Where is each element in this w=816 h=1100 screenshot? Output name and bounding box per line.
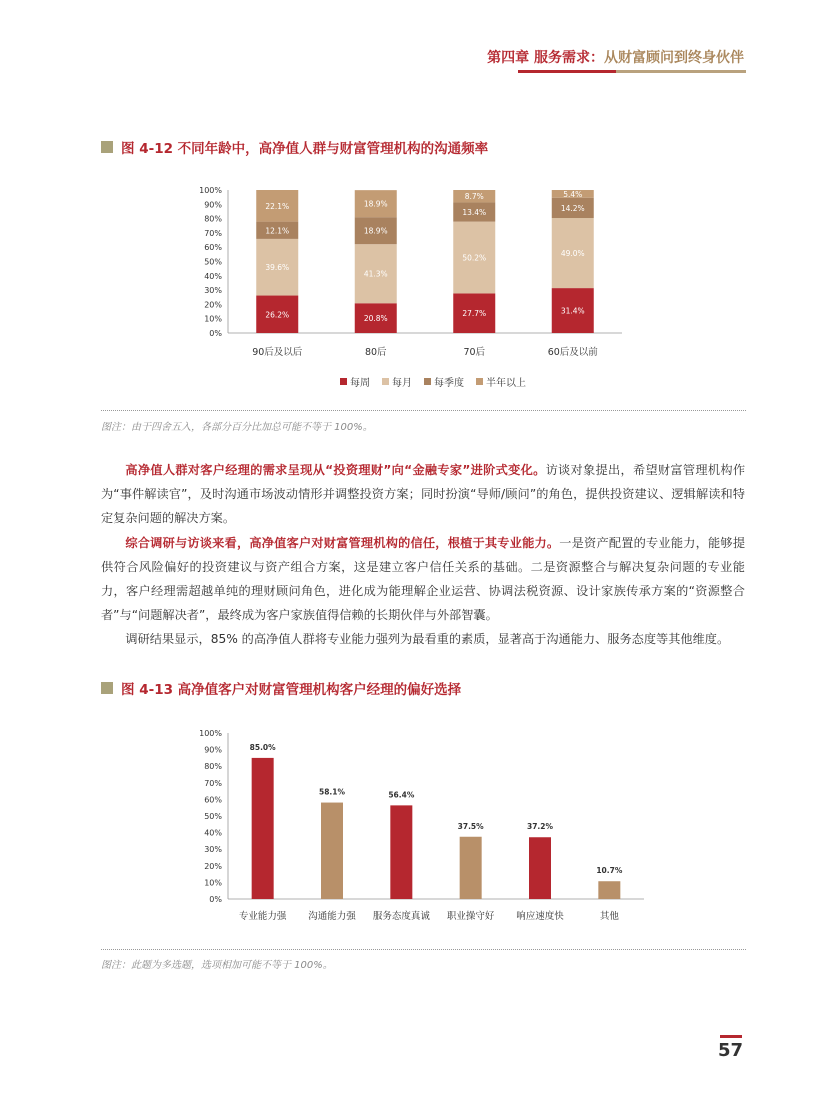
chart2-category-label: 其他 bbox=[599, 911, 619, 922]
chart2-ytick-label: 60% bbox=[204, 795, 222, 805]
chart1-data-label: 41.3% bbox=[363, 269, 388, 279]
chart1-ytick-label: 0% bbox=[209, 329, 222, 338]
chart1-category-label: 60后及以前 bbox=[547, 347, 598, 358]
chart2-ytick-label: 20% bbox=[204, 861, 222, 871]
figure2-divider bbox=[101, 949, 746, 950]
chart2-ytick-label: 70% bbox=[204, 778, 222, 788]
figure1-note: 图注：由于四舍五入，各部分百分比加总可能不等于 100%。 bbox=[101, 422, 373, 433]
chart1-data-label: 26.2% bbox=[265, 310, 290, 320]
chart1-ytick-label: 90% bbox=[204, 200, 222, 210]
chart1-data-label: 14.2% bbox=[560, 203, 585, 213]
paragraph-1 bbox=[101, 458, 745, 531]
chart1-data-label: 31.4% bbox=[560, 306, 585, 316]
chart2-data-label: 85.0% bbox=[249, 742, 276, 752]
paragraph-2 bbox=[101, 531, 745, 628]
chart2-bar bbox=[390, 805, 412, 899]
page-number: 57 bbox=[718, 1040, 744, 1061]
chart1-legend-label: 每季度 bbox=[434, 378, 464, 389]
chart2-category-label: 沟通能力强 bbox=[308, 911, 356, 922]
figure2-note: 图注：此题为多选题，选项相加可能不等于 100%。 bbox=[101, 960, 333, 971]
chart2-ytick-label: 100% bbox=[199, 729, 222, 738]
chart2-data-label: 58.1% bbox=[318, 787, 346, 797]
chart1-legend-label: 半年以上 bbox=[486, 378, 526, 389]
body-text bbox=[101, 458, 745, 652]
chart2-ytick-label: 90% bbox=[204, 745, 222, 755]
chart2-bar bbox=[460, 837, 482, 899]
chart1-data-label: 50.2% bbox=[462, 253, 487, 263]
chart1-legend-swatch bbox=[382, 378, 389, 385]
chart2-ytick-label: 0% bbox=[209, 895, 222, 904]
chart1-ytick-label: 30% bbox=[204, 286, 222, 296]
chart1-legend-swatch bbox=[340, 378, 347, 385]
chart1-category-label: 80后 bbox=[364, 347, 387, 358]
chart2-bar bbox=[529, 837, 551, 899]
chart1-ytick-label: 80% bbox=[204, 214, 222, 224]
chart1-ytick-label: 50% bbox=[204, 257, 222, 267]
chart2-ytick-label: 10% bbox=[204, 878, 222, 888]
chart1-legend-label: 每周 bbox=[350, 378, 370, 389]
chart1-legend-item bbox=[424, 374, 464, 389]
chart1-ytick-label: 100% bbox=[199, 186, 222, 195]
chart1-legend-item bbox=[476, 374, 526, 389]
chart1-data-label: 49.0% bbox=[560, 249, 585, 259]
paragraph-1-emphasis: 高净值人群对客户经理的需求呈现从“投资理财”向“金融专家”进阶式变化。 bbox=[125, 463, 546, 477]
chart2-data-label: 37.2% bbox=[526, 822, 554, 832]
chart1-data-label: 39.6% bbox=[265, 263, 290, 273]
chart2-category-label: 职业操守好 bbox=[446, 911, 495, 922]
chapter-label: 第四章 服务需求： bbox=[487, 50, 604, 66]
chart1-data-label: 18.9% bbox=[363, 199, 388, 209]
chart1-data-label: 12.1% bbox=[265, 226, 290, 236]
chart1-ytick-label: 70% bbox=[204, 228, 222, 238]
figure1-title-text: 图 4-12 不同年龄中，高净值人群与财富管理机构的沟通频率 bbox=[121, 141, 489, 157]
chart2-bar bbox=[598, 881, 620, 899]
paragraph-2-rest: 一是资产配置的专业能力，能够提供符合风险偏好的投资建议与资产组合方案，这是建立客户信任关系的基础。二是资源整合与解决复杂问题的专业能力，客户经理需超越单纯的理财顾问角色，进化成为能理解企业运营、协调法税资源、设计家族传承方案的“资源整合者”与“问题解决者”，最终成为客户家族值得信赖的长期伙伴与外部智囊。 bbox=[101, 535, 746, 623]
chapter-subtitle: 从财富顾问到终身伙伴 bbox=[604, 50, 744, 66]
chart2-data-label: 56.4% bbox=[388, 790, 415, 800]
chart1-legend-label: 每月 bbox=[392, 378, 412, 389]
chart1-data-label: 5.4% bbox=[563, 189, 583, 199]
chart2-category-label: 服务态度真诚 bbox=[372, 911, 430, 922]
chart1-category-label: 70后 bbox=[463, 347, 486, 358]
chart2-category-label: 响应速度快 bbox=[516, 911, 564, 922]
chart1-legend-item bbox=[382, 374, 412, 389]
chart2-ytick-label: 30% bbox=[204, 845, 222, 855]
figure2-title bbox=[101, 678, 461, 698]
chart1-data-label: 27.7% bbox=[462, 309, 487, 319]
paragraph-2-emphasis: 综合调研与访谈来看，高净值客户对财富管理机构的信任，根植于其专业能力。 bbox=[125, 535, 560, 550]
paragraph-1-rest: 访谈对象提出，希望财富管理机构作为“事件解读官”，及时沟通市场波动情形并调整投资方案；同时扮演“导师/顾问”的角色，提供投资建议、逻辑解读和特定复杂问题的解决方案。 bbox=[101, 463, 746, 526]
figure1-divider bbox=[101, 410, 746, 411]
chart1-ytick-label: 20% bbox=[204, 300, 222, 310]
chart1-data-label: 8.7% bbox=[464, 192, 484, 202]
chart1-data-label: 13.4% bbox=[462, 208, 487, 218]
chart1-data-label: 22.1% bbox=[265, 201, 290, 211]
chart1-ytick-label: 40% bbox=[204, 271, 222, 281]
paragraph-3: 调研结果显示，85% 的高净值人群将专业能力强列为最看重的素质，显著高于沟通能力、服务态度等其他维度。 bbox=[125, 632, 730, 647]
chart1-legend-swatch bbox=[424, 378, 431, 385]
chart2-category-label: 专业能力强 bbox=[238, 911, 287, 922]
chart2-data-label: 37.5% bbox=[457, 821, 484, 831]
chart1-category-label: 90后及以后 bbox=[252, 347, 303, 358]
chart2-data-label: 10.7% bbox=[596, 866, 623, 876]
chart2-ytick-label: 40% bbox=[204, 828, 222, 838]
chart1-ytick-label: 10% bbox=[204, 314, 222, 324]
chart2-bar bbox=[321, 803, 343, 899]
chart1-legend-swatch bbox=[476, 378, 483, 385]
chart1-legend-item bbox=[340, 374, 370, 389]
chart2-bar bbox=[252, 758, 274, 899]
figure1-legend bbox=[340, 374, 526, 389]
figure2-title-marker bbox=[101, 682, 113, 694]
chart1-data-label: 18.9% bbox=[363, 226, 388, 236]
figure2-title-text: 图 4-13 高净值客户对财富管理机构客户经理的偏好选择 bbox=[121, 682, 462, 698]
chart2-ytick-label: 80% bbox=[204, 762, 222, 772]
chart1-ytick-label: 60% bbox=[204, 243, 222, 253]
page-number-rule bbox=[720, 1035, 742, 1038]
chart1-data-label: 20.8% bbox=[363, 314, 388, 324]
chart2-ytick-label: 50% bbox=[204, 812, 222, 821]
